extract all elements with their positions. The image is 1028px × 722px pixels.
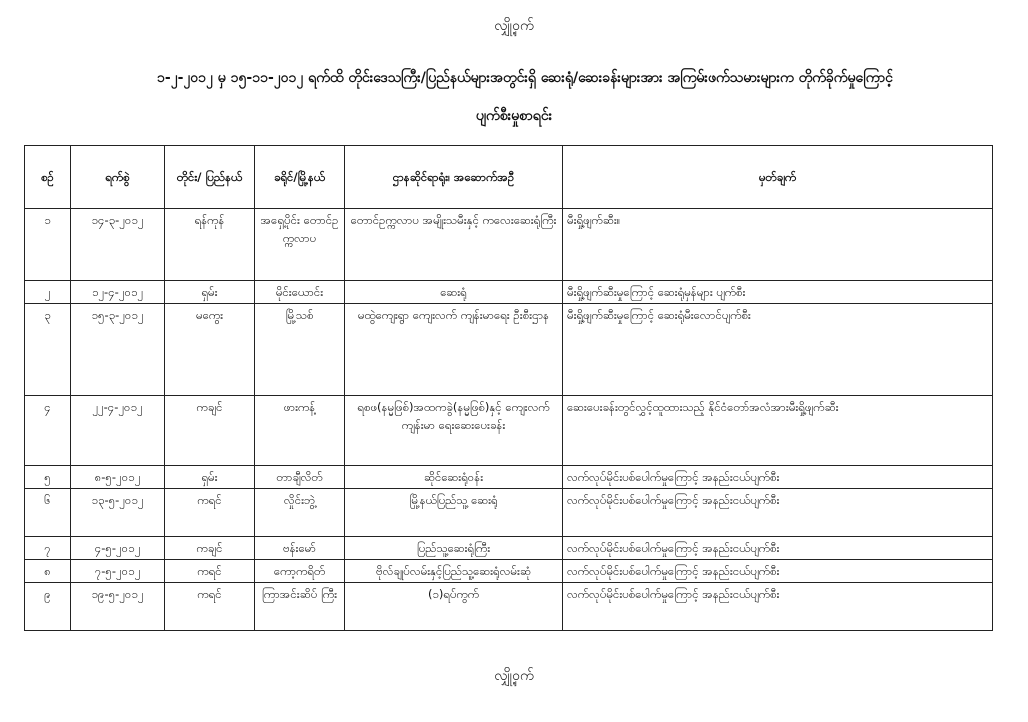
cell-region: ကရင် <box>165 560 255 583</box>
table-row <box>25 304 993 396</box>
cell-building: မထွဲကျေးရွာ ကျေးလက် ကျန်းမာရေး ဦးစီးဌာန <box>345 304 563 396</box>
cell-date: ၁၉-၅-၂၀၁၂ <box>71 583 165 631</box>
cell-remark: လက်လုပ်မိုင်းပစ်ပေါက်မှုကြောင့် အနည်းငယ်ပျက်စီး <box>563 560 993 583</box>
cell-district: မိုင်းယောင်း <box>255 281 345 304</box>
cell-no: ၈ <box>25 560 71 583</box>
cell-building: ဗိုလ်ချုပ်လမ်းနှင့်ပြည်သူ့ဆေးရုံလမ်းဆုံ <box>345 560 563 583</box>
cell-no: ၁ <box>25 209 71 281</box>
cell-district: ဖားကန့် <box>255 396 345 466</box>
cell-date: ၁၂-၄-၂၀၁၂ <box>71 281 165 304</box>
table-row <box>25 489 993 537</box>
cell-region: ကရင် <box>165 583 255 631</box>
cell-district: လှိုင်းဘွဲ့ <box>255 489 345 537</box>
cell-region: ကချင် <box>165 396 255 466</box>
cell-no: ၇ <box>25 537 71 560</box>
table-row <box>25 209 993 281</box>
cell-no: ၉ <box>25 583 71 631</box>
cell-no: ၄ <box>25 396 71 466</box>
cell-region: မကွေး <box>165 304 255 396</box>
column-header-region: တိုင်း/ ပြည်နယ် <box>165 146 255 209</box>
table-row <box>25 281 993 304</box>
cell-building: ဆေးရုံ <box>345 281 563 304</box>
cell-remark: လက်လုပ်မိုင်းပစ်ပေါက်မှုကြောင့် အနည်းငယ်ပျက်စီး <box>563 466 993 489</box>
table-row <box>25 396 993 466</box>
cell-building: ဆိုင်ဆေးရုံဝန်း <box>345 466 563 489</box>
cell-remark: လက်လုပ်မိုင်းပစ်ပေါက်မှုကြောင့် အနည်းငယ်ပျက်စီး <box>563 583 993 631</box>
cell-remark: မီးရှို့ဖျက်ဆီး။ <box>563 209 993 281</box>
cell-remark: မီးရှို့ဖျက်ဆီးမှုကြောင့် ဆေးရုံမှန်များ ပျက်စီး <box>563 281 993 304</box>
cell-date: ၇-၅-၂၀၁၂ <box>71 560 165 583</box>
cell-building: ရစဖ(နမ္မဖြစ်)အထကခွဲ(နမ္မဖြစ်)နှင့် ကျေးလက်ကျန်းမာ ရေးဆေးပေးခန်း <box>345 396 563 466</box>
report-title: ၁-၂-၂၀၁၂ မှ ၁၅-၁၁-၂၀၁၂ ရက်ထိ တိုင်းဒေသကြီး/ပြည်နယ်များအတွင်းရှိ ဆေးရုံ/ဆေးခန်းများအား အကြမ်းဖက်သမားများက တိုက်ခိုက်မှုကြောင့် <box>157 70 893 86</box>
table-row <box>25 466 993 489</box>
cell-remark: မီးရှို့ဖျက်ဆီးမှုကြောင့် ဆေးရုံမီးလောင်ပျက်စီး <box>563 304 993 396</box>
cell-remark: လက်လုပ်မိုင်းပစ်ပေါက်မှုကြောင့် အနည်းငယ်ပျက်စီး <box>563 537 993 560</box>
cell-district: အရှေ့ပိုင်း တောင်ဥက္ကလာပ <box>255 209 345 281</box>
table-header-row <box>25 146 993 209</box>
table-row <box>25 560 993 583</box>
cell-date: ၈-၅-၂၀၁၂ <box>71 466 165 489</box>
cell-remark: လက်လုပ်မိုင်းပစ်ပေါက်မှုကြောင့် အနည်းငယ်ပျက်စီး <box>563 489 993 537</box>
column-header-remark: မှတ်ချက် <box>563 146 993 209</box>
cell-date: ၁၄-၃-၂၀၁၂ <box>71 209 165 281</box>
cell-no: ၆ <box>25 489 71 537</box>
table-row <box>25 583 993 631</box>
column-header-date: ရက်စွဲ <box>71 146 165 209</box>
cell-building: (၁)ရပ်ကွက် <box>345 583 563 631</box>
cell-date: ၁၃-၅-၂၀၁၂ <box>71 489 165 537</box>
column-header-no: စဉ် <box>25 146 71 209</box>
cell-building: ပြည်သူ့ဆေးရုံကြီး <box>345 537 563 560</box>
cell-building: မြို့နယ်ပြည်သူ့ ဆေးရုံ <box>345 489 563 537</box>
cell-district: ကြာအင်းဆိပ် ကြီး <box>255 583 345 631</box>
column-header-district: ခရိုင်/မြို့နယ် <box>255 146 345 209</box>
cell-region: ကရင် <box>165 489 255 537</box>
cell-district: မြို့သစ် <box>255 304 345 396</box>
report-subtitle: ပျက်စီးမှုစာရင်း <box>475 108 553 124</box>
cell-region: ကချင် <box>165 537 255 560</box>
cell-building: တောင်ဥက္ကလာပ အမျိုးသမီးနှင့် ကလေးဆေးရုံကြီး <box>345 209 563 281</box>
cell-remark: ဆေးပေးခန်းတွင်လွှင့်ထူထားသည့် နိုင်ငံတော်အလံအားမီးရှို့ဖျက်ဆီး <box>563 396 993 466</box>
classification-label-top: လျှို့ဝှက် <box>494 18 534 34</box>
cell-region: ရှမ်း <box>165 466 255 489</box>
cell-district: ကော့ကရိတ် <box>255 560 345 583</box>
cell-date: ၁၅-၃-၂၀၁၂ <box>71 304 165 396</box>
damage-report-table <box>24 145 993 631</box>
cell-date: ၂၂-၄-၂၀၁၂ <box>71 396 165 466</box>
cell-no: ၅ <box>25 466 71 489</box>
cell-district: ဗန်းမော် <box>255 537 345 560</box>
table-row <box>25 537 993 560</box>
column-header-building: ဌာနဆိုင်ရာရုံး၊ အဆောက်အဦ <box>345 146 563 209</box>
cell-date: ၄-၅-၂၀၁၂ <box>71 537 165 560</box>
classification-label-bottom: လျှို့ဝှက် <box>494 668 534 684</box>
cell-no: ၃ <box>25 304 71 396</box>
cell-district: တာချီလိတ် <box>255 466 345 489</box>
cell-region: ရှမ်း <box>165 281 255 304</box>
cell-region: ရန်ကုန် <box>165 209 255 281</box>
cell-no: ၂ <box>25 281 71 304</box>
